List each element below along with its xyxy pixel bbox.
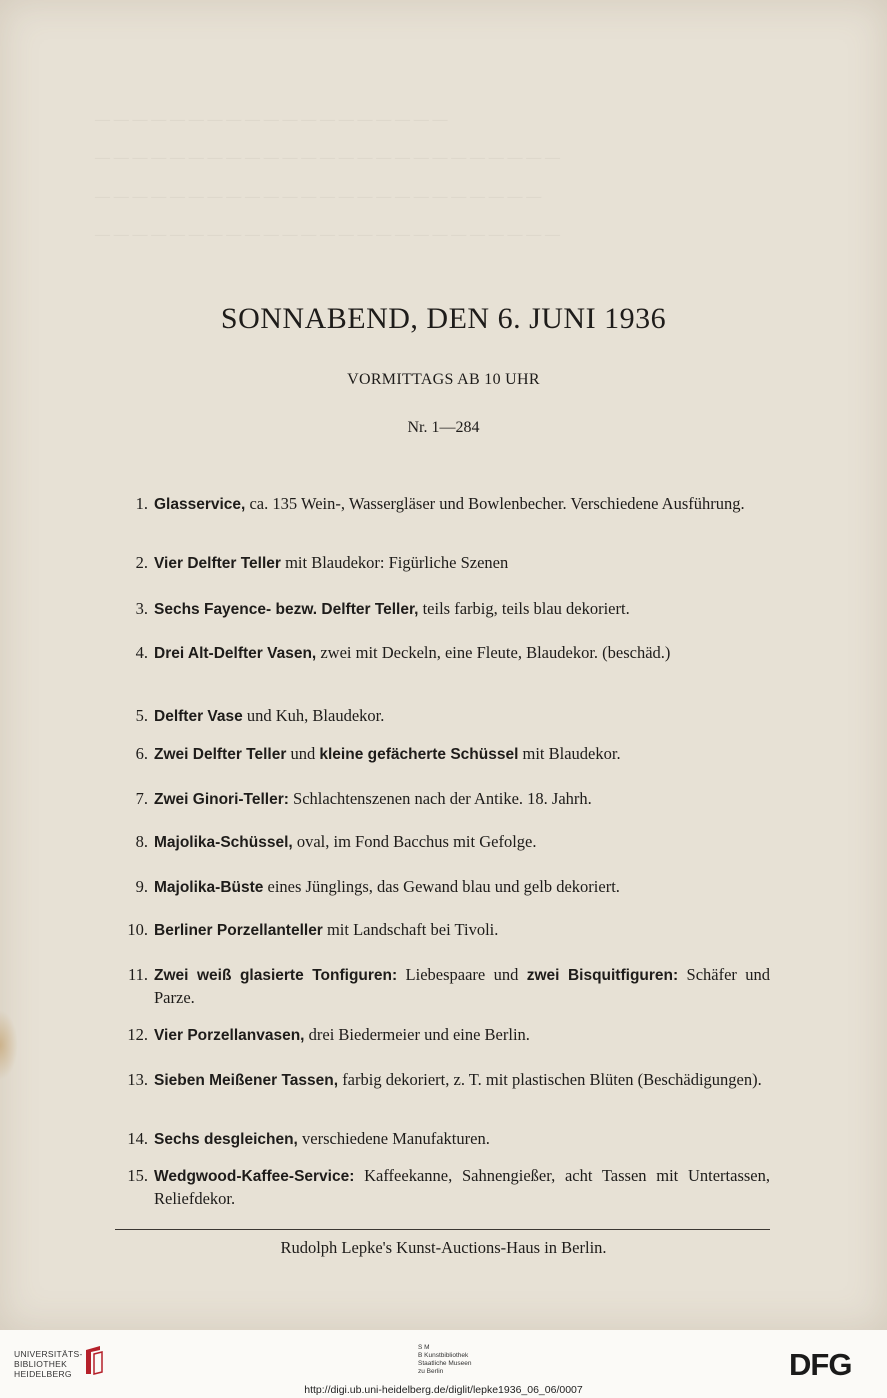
lot-number: 13. — [127, 1070, 148, 1089]
lot-number: 5. — [135, 706, 148, 725]
lot-description: eines Jünglings, das Gewand blau und gelb dekoriert. — [263, 877, 620, 896]
lot-number: 7. — [135, 789, 148, 808]
lot-connector: und — [286, 744, 320, 763]
lot-title-secondary: zwei Bisquitfiguren: — [526, 967, 679, 984]
ub-line: UNIVERSITÄTS- — [14, 1349, 83, 1359]
lot-title: Sechs Fayence- bezw. Delfter Teller, — [154, 601, 419, 618]
lot-title: Wedgwood-Kaffee-Service: — [154, 1168, 355, 1185]
lot-number: 15. — [127, 1166, 148, 1185]
lot-description: teils farbig, teils blau dekoriert. — [418, 599, 630, 618]
lot-connector: Liebespaare und — [397, 965, 527, 984]
dfg-logo[interactable] — [789, 1343, 875, 1379]
lot-title: Majolika-Büste — [154, 879, 264, 896]
lot-title: Sechs desgleichen, — [154, 1131, 298, 1148]
lot-number: 11. — [127, 965, 148, 984]
lot-description: und Kuh, Blaudekor. — [242, 706, 385, 725]
lot-entry — [118, 831, 770, 854]
lot-description: verschiedene Manufakturen. — [297, 1129, 490, 1148]
lot-entry — [118, 964, 770, 1009]
ub-line: HEIDELBERG — [14, 1369, 72, 1379]
lot-title: Zwei Ginori-Teller: — [154, 791, 289, 808]
lot-entry — [118, 642, 770, 665]
lot-number: 6. — [135, 744, 148, 763]
lot-entry — [118, 1069, 770, 1092]
lot-description: mit Blaudekor: Figürliche Szenen — [280, 553, 509, 572]
lot-description: ca. 135 Wein-, Wassergläser und Bowlenbecher. Verschiedene Ausführung. — [245, 494, 745, 513]
lot-description: Kaffeekanne, Sahnengießer, acht Tassen mit Untertassen, Reliefdekor. — [154, 1166, 770, 1208]
page-url[interactable]: http://digi.ub.uni-heidelberg.de/diglit/lepke1936_06_06/0007 — [304, 1384, 583, 1396]
lot-number: 12. — [127, 1025, 148, 1044]
lot-entry — [118, 598, 770, 621]
provider-credit — [418, 1344, 471, 1376]
paper-stain — [0, 1010, 18, 1080]
lot-title: Glasservice, — [154, 496, 246, 513]
lot-entry — [118, 919, 770, 942]
lot-description: Schlachtenszenen nach der Antike. 18. Jahrh. — [288, 789, 592, 808]
provider-line: S M — [418, 1344, 430, 1351]
lot-entry — [118, 743, 770, 766]
lot-title: Berliner Porzellanteller — [154, 922, 323, 939]
lot-number: 1. — [135, 494, 148, 513]
lot-range: Nr. 1—284 — [407, 419, 480, 436]
provider-line: Staatliche Museen — [418, 1360, 472, 1367]
lot-number: 3. — [135, 599, 148, 618]
ub-heidelberg-logo-icon[interactable] — [82, 1344, 106, 1376]
lot-title: Drei Alt-Delfter Vasen, — [154, 645, 317, 662]
lot-title: Delfter Vase — [154, 708, 243, 725]
bleed-through-text: — — — — — — — — — — — — — — — — — — — — — — — — — — — — — — — — — — — — — — — — — — — — — — — — — — — — — — — — — — — — — — — — — — — — — — — — — — — — — — — — — — — — — — — — — — — — — — [95, 112, 560, 243]
lot-number: 10. — [127, 920, 148, 939]
footer-divider — [115, 1229, 770, 1230]
ub-line: BIBLIOTHEK — [14, 1359, 68, 1369]
session-time: VORMITTAGS AB 10 UHR — [347, 371, 540, 388]
lot-description: drei Biedermeier und eine Berlin. — [304, 1025, 530, 1044]
lot-entry — [118, 705, 770, 728]
lot-title: Sieben Meißener Tassen, — [154, 1072, 339, 1089]
lot-entry — [118, 552, 770, 575]
lot-number: 2. — [135, 553, 148, 572]
lot-title-secondary: kleine gefächerte Schüssel — [319, 746, 519, 763]
lot-number: 8. — [135, 832, 148, 851]
lot-description: mit Landschaft bei Tivoli. — [322, 920, 499, 939]
lot-number: 14. — [127, 1129, 148, 1148]
lot-title: Vier Porzellanvasen, — [154, 1027, 305, 1044]
lot-title: Zwei Delfter Teller — [154, 746, 287, 763]
lot-title: Majolika-Schüssel, — [154, 834, 293, 851]
publisher-footer: Rudolph Lepke's Kunst-Auctions-Haus in Berlin. — [280, 1238, 607, 1257]
provider-line: zu Berlin — [418, 1368, 444, 1375]
page-title: SONNABEND, DEN 6. JUNI 1936 — [220, 302, 667, 335]
lot-entry — [118, 1024, 770, 1047]
lot-entry — [118, 788, 770, 811]
lot-entry — [118, 876, 770, 899]
provider-line: B Kunstbibliothek — [418, 1352, 469, 1359]
lot-entry — [118, 1165, 770, 1210]
lot-title: Vier Delfter Teller — [154, 555, 281, 572]
lot-number: 9. — [135, 877, 148, 896]
lot-number: 4. — [135, 643, 148, 662]
lot-description: mit Blaudekor. — [518, 744, 621, 763]
lot-entry — [118, 1128, 770, 1151]
ub-heidelberg-logo-text[interactable] — [14, 1349, 83, 1379]
lot-description: zwei mit Deckeln, eine Fleute, Blaudekor. (beschäd.) — [316, 643, 671, 662]
lot-description: Schäfer und Parze. — [154, 965, 771, 1007]
lot-title: Zwei weiß glasierte Tonfiguren: — [154, 967, 398, 984]
lot-entry — [118, 493, 770, 516]
lot-description: farbig dekoriert, z. T. mit plastischen Blüten (Beschädigungen). — [338, 1070, 762, 1089]
lot-description: oval, im Fond Bacchus mit Gefolge. — [292, 832, 537, 851]
dfg-logo-text: DFG — [789, 1347, 852, 1379]
